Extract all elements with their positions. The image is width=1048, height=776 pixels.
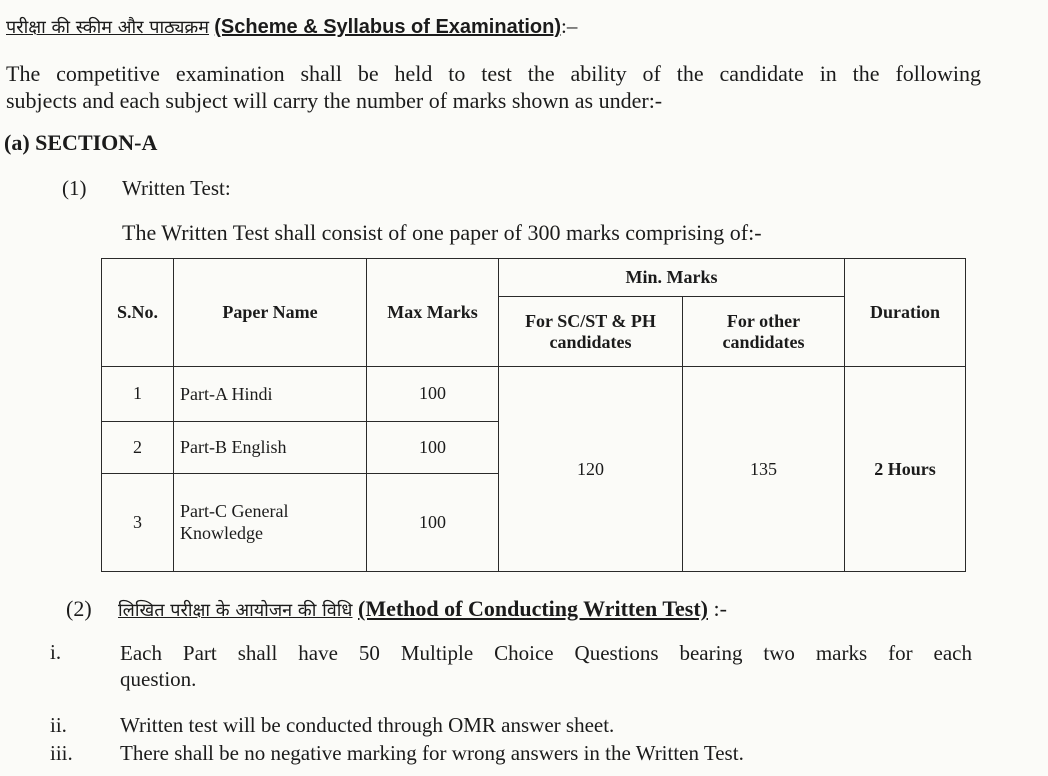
cell-max-marks: 100 bbox=[367, 421, 499, 473]
method-heading-english: (Method of Conducting Written Test) bbox=[358, 596, 708, 621]
cell-paper-name: Part-A Hindi bbox=[174, 367, 367, 421]
cell-sno: 2 bbox=[102, 421, 174, 473]
list-item bbox=[50, 741, 970, 767]
table-row bbox=[102, 367, 966, 421]
header-min-other: For other candidates bbox=[683, 297, 845, 367]
cell-min-other: 135 bbox=[683, 367, 845, 572]
cell-sno: 1 bbox=[102, 367, 174, 421]
intro-line-1: The competitive examination shall be held to test the ability of the candidate in the following bbox=[6, 61, 981, 86]
header-min-marks: Min. Marks bbox=[499, 259, 845, 297]
list-item-line-2: question. bbox=[120, 667, 197, 691]
list-item bbox=[50, 713, 970, 739]
list-item-text: There shall be no negative marking for wrong answers in the Written Test. bbox=[120, 741, 744, 765]
cell-max-marks: 100 bbox=[367, 367, 499, 421]
header-max-marks: Max Marks bbox=[367, 259, 499, 367]
item-title: Written Test: bbox=[122, 176, 231, 200]
section-title: (a) SECTION-A bbox=[4, 130, 158, 155]
list-item-line-1: Each Part shall have 50 Multiple Choice Questions bearing two marks for each bbox=[120, 641, 972, 665]
written-test-heading bbox=[62, 176, 231, 201]
header-paper-name: Paper Name bbox=[174, 259, 367, 367]
intro-paragraph bbox=[6, 60, 981, 114]
list-item-text bbox=[120, 640, 972, 692]
cell-sno: 3 bbox=[102, 473, 174, 571]
list-item-number: iii. bbox=[50, 741, 73, 765]
cell-duration: 2 Hours bbox=[845, 367, 966, 572]
list-item bbox=[50, 640, 970, 696]
item-number: (2) bbox=[66, 596, 92, 621]
cell-paper-name: Part-C General Knowledge bbox=[174, 473, 367, 571]
list-item-text: Written test will be conducted through OMR answer sheet. bbox=[120, 713, 615, 737]
header-duration: Duration bbox=[845, 259, 966, 367]
marks-table bbox=[101, 258, 966, 572]
method-heading bbox=[66, 596, 727, 622]
intro-line-2: subjects and each subject will carry the number of marks shown as under:- bbox=[6, 88, 663, 113]
heading-english: (Scheme & Syllabus of Examination) bbox=[214, 16, 562, 38]
header-min-scst: For SC/ST & PH candidates bbox=[499, 297, 683, 367]
item-number: (1) bbox=[62, 176, 87, 200]
method-heading-hindi: लिखित परीक्षा के आयोजन की विधि bbox=[118, 600, 353, 621]
list-item-number: ii. bbox=[50, 713, 67, 737]
written-test-lead: The Written Test shall consist of one paper of 300 marks comprising of:- bbox=[122, 220, 762, 245]
cell-max-marks: 100 bbox=[367, 473, 499, 571]
heading-suffix: :– bbox=[561, 14, 578, 38]
cell-paper-name: Part-B English bbox=[174, 421, 367, 473]
method-heading-suffix: :- bbox=[707, 596, 727, 621]
page-heading bbox=[6, 14, 577, 39]
heading-hindi: परीक्षा की स्कीम और पाठ्यक्रम bbox=[6, 17, 210, 38]
cell-min-scst: 120 bbox=[499, 367, 683, 572]
header-sno: S.No. bbox=[102, 259, 174, 367]
list-item-number: i. bbox=[50, 640, 62, 664]
